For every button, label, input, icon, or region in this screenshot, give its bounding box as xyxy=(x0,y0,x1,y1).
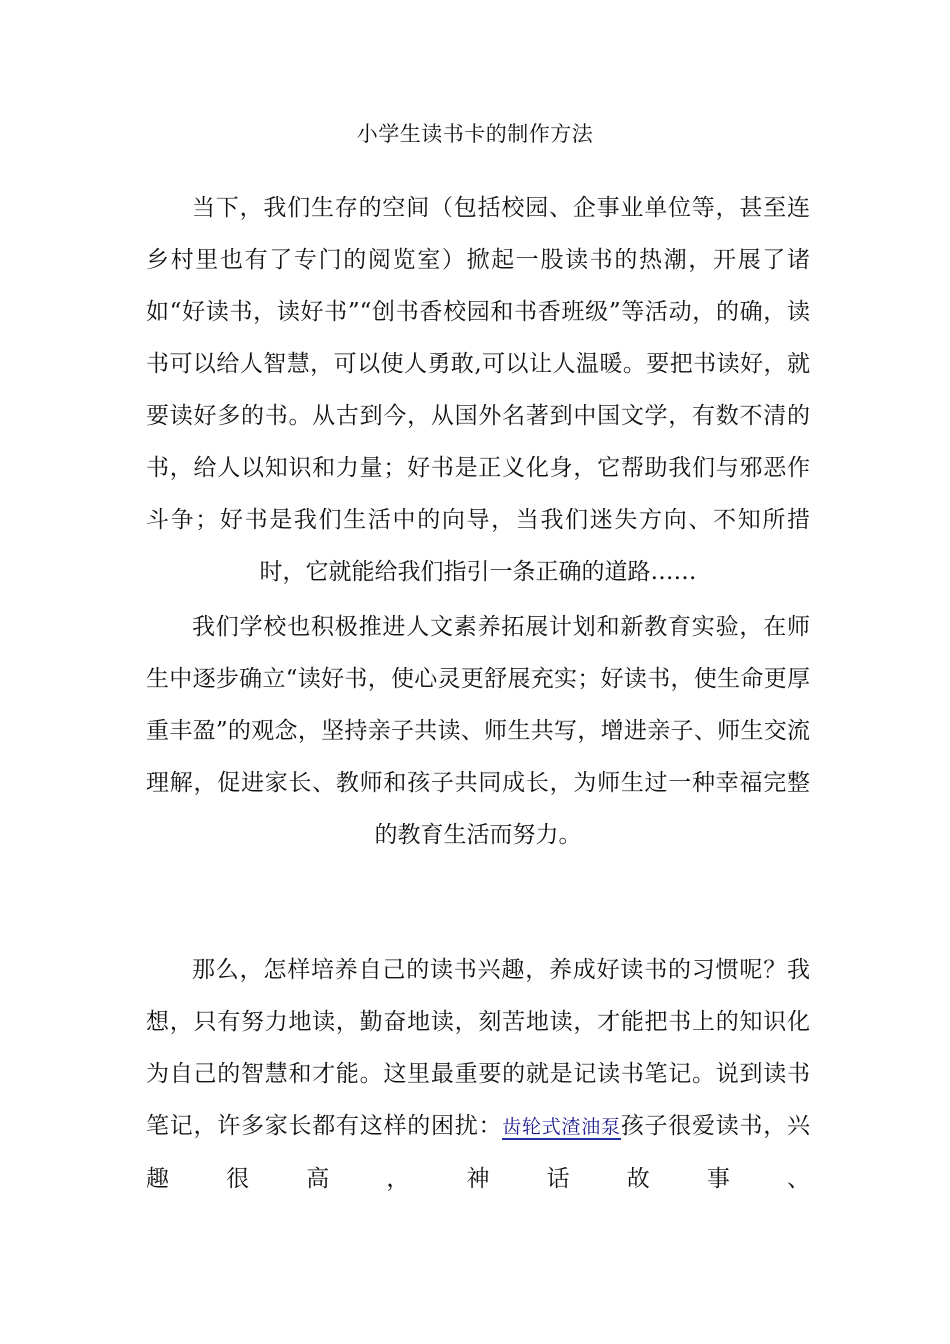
paragraph-3-text: 那么，怎样培养自己的读书兴趣，养成好读书的习惯呢？我想，只有努力地读，勤奋地读，刻苦地读，才能把书上的知识化为自己的智慧和才能。这里最重要的就是记读书笔记。说到读书笔记，许多家长都有这样的困扰： xyxy=(146,957,810,1139)
paragraph-3-continuation: 孩子很爱读书，兴趣很高，神话故事、 xyxy=(146,1113,810,1192)
document-title: 小学生读书卡的制作方法 xyxy=(356,122,594,146)
inline-ad-link[interactable]: 齿轮式渣油泵 xyxy=(502,1116,621,1138)
paragraph-2: 我们学校也积极推进人文素养拓展计划和新教育实验，在师生中逐步确立“读好书，使心灵更舒展充实；好读书，使生命更厚重丰盈”的观念，坚持亲子共读、师生共写，增进亲子、师生交流理解，促进家长、教师和孩子共同成长，为师生过一种幸福完整的教育生活而努力。 xyxy=(146,614,810,848)
paragraph-1: 当下，我们生存的空间（包括校园、企事业单位等，甚至连乡村里也有了专门的阅览室）掀起一股读书的热潮，开展了诸如“好读书，读好书”“创书香校园和书香班级”等活动，的确，读书可以给人智慧，可以使人勇敢,可以让人温暖。要把书读好，就要读好多的书。从古到今，从国外名著到中国文学，有数不清的书，给人以知识和力量；好书是正义化身，它帮助我们与邪恶作斗争；好书是我们生活中的向导，当我们迷失方向、不知所措时，它就能给我们指引一条正确的道路…… xyxy=(146,195,810,585)
paragraph-3 xyxy=(146,944,810,1205)
